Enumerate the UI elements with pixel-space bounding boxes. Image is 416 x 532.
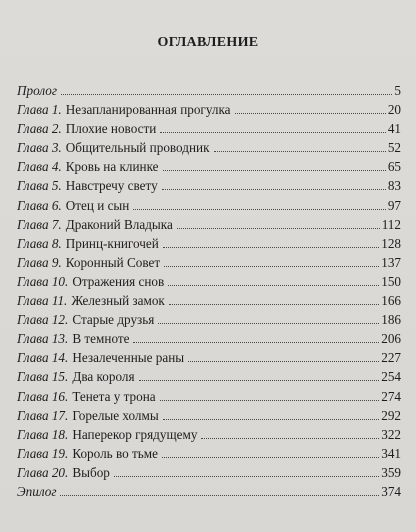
- page-title: ОГЛАВЛЕНИЕ: [157, 35, 259, 50]
- entry-label: Глава 14.: [17, 350, 69, 366]
- toc-entry: [17, 157, 401, 176]
- chapter-title: Навстречу свету: [65, 178, 158, 194]
- chapter-title: Наперекор грядущему: [72, 426, 198, 442]
- toc-entry: [17, 119, 401, 138]
- page-number: 166: [381, 293, 401, 309]
- page-number: 41: [387, 121, 401, 137]
- entry-label: Глава 1.: [17, 102, 62, 118]
- chapter-title: Незапланированная прогулка: [65, 102, 231, 118]
- page-number: 254: [381, 369, 401, 385]
- toc-entry: [17, 444, 401, 463]
- chapter-title: Железный замок: [71, 293, 165, 309]
- dot-leader: [177, 228, 380, 229]
- page-number: 97: [387, 197, 401, 213]
- entry-label: Эпилог: [17, 483, 57, 499]
- table-of-contents: [17, 81, 401, 501]
- chapter-title: Плохие новости: [65, 121, 157, 137]
- dot-leader: [114, 476, 379, 477]
- entry-label: Глава 18.: [17, 426, 69, 442]
- dot-leader: [160, 400, 380, 401]
- dot-leader: [163, 419, 379, 420]
- toc-entry: [17, 138, 401, 157]
- entry-label: Глава 3.: [17, 140, 62, 156]
- dot-leader: [163, 170, 386, 171]
- chapter-title: Общительный проводник: [65, 140, 210, 156]
- entry-label: Глава 5.: [17, 178, 62, 194]
- entry-label: Глава 20.: [17, 464, 69, 480]
- entry-label: Глава 17.: [17, 407, 69, 423]
- page-number: 186: [381, 312, 401, 328]
- entry-label: Глава 4.: [17, 159, 62, 175]
- chapter-title: Принц-книгочей: [65, 235, 159, 251]
- toc-entry: [17, 253, 401, 272]
- entry-label: Глава 19.: [17, 445, 69, 461]
- toc-entry: [17, 100, 401, 119]
- toc-entry: [17, 234, 401, 253]
- dot-leader: [164, 266, 379, 267]
- toc-entry: [17, 329, 401, 348]
- toc-entry: [17, 463, 401, 482]
- page-number: 65: [387, 159, 401, 175]
- dot-leader: [133, 342, 379, 343]
- dot-leader: [133, 209, 385, 210]
- toc-entry: [17, 215, 401, 234]
- page-number: 83: [387, 178, 401, 194]
- chapter-title: Тенета у трона: [72, 388, 156, 404]
- dot-leader: [160, 132, 386, 133]
- toc-entry: [17, 272, 401, 291]
- chapter-title: Незалеченные раны: [72, 350, 185, 366]
- toc-entry: [17, 81, 401, 100]
- dot-leader: [162, 189, 386, 190]
- chapter-title: Король во тьме: [72, 445, 158, 461]
- entry-label: Глава 8.: [17, 235, 62, 251]
- toc-entry: [17, 196, 401, 215]
- dot-leader: [168, 285, 379, 286]
- toc-entry: [17, 310, 401, 329]
- dot-leader: [60, 495, 379, 496]
- page-number: 292: [381, 407, 401, 423]
- dot-leader: [235, 113, 386, 114]
- toc-entry: [17, 406, 401, 425]
- toc-entry: [17, 425, 401, 444]
- page-number: 150: [381, 273, 401, 289]
- dot-leader: [139, 380, 380, 381]
- page-number: 112: [381, 216, 401, 232]
- chapter-title: Выбор: [72, 464, 110, 480]
- toc-entry: [17, 348, 401, 367]
- page-number: 206: [381, 331, 401, 347]
- entry-label: Глава 6.: [17, 197, 62, 213]
- toc-entry: [17, 482, 401, 501]
- toc-entry: [17, 291, 401, 310]
- entry-label: Глава 11.: [17, 293, 68, 309]
- entry-label: Глава 16.: [17, 388, 69, 404]
- page-number: 5: [394, 83, 401, 98]
- toc-entry: [17, 176, 401, 195]
- chapter-title: Горелые холмы: [72, 407, 159, 423]
- dot-leader: [214, 151, 386, 152]
- page-number: 128: [381, 235, 401, 251]
- chapter-title: Старые друзья: [72, 312, 155, 328]
- chapter-title: Два короля: [72, 369, 135, 385]
- page-number: 374: [381, 483, 401, 499]
- entry-label: Глава 10.: [17, 273, 69, 289]
- page-number: 341: [381, 445, 401, 461]
- chapter-title: Драконий Владыка: [65, 216, 173, 232]
- entry-label: Глава 2.: [17, 121, 62, 137]
- page-number: 359: [381, 464, 401, 480]
- chapter-title: В темноте: [72, 331, 130, 347]
- page-number: 274: [381, 388, 401, 404]
- dot-leader: [61, 94, 392, 95]
- chapter-title: Коронный Совет: [65, 254, 161, 270]
- dot-leader: [162, 457, 379, 458]
- page-number: 137: [381, 254, 401, 270]
- dot-leader: [169, 304, 379, 305]
- chapter-title: Отец и сын: [65, 197, 130, 213]
- page-number: 20: [387, 102, 401, 118]
- dot-leader: [158, 323, 379, 324]
- dot-leader: [163, 247, 379, 248]
- toc-entry: [17, 387, 401, 406]
- entry-label: Глава 15.: [17, 369, 69, 385]
- page-number: 52: [387, 140, 401, 156]
- dot-leader: [188, 361, 379, 362]
- entry-label: Глава 9.: [17, 254, 62, 270]
- chapter-title: Отражения снов: [72, 273, 165, 289]
- page-number: 322: [381, 426, 401, 442]
- page-number: 227: [381, 350, 401, 366]
- entry-label: Глава 7.: [17, 216, 62, 232]
- dot-leader: [201, 438, 379, 439]
- entry-label: Пролог: [17, 83, 58, 98]
- entry-label: Глава 13.: [17, 331, 69, 347]
- chapter-title: Кровь на клинке: [65, 159, 159, 175]
- entry-label: Глава 12.: [17, 312, 69, 328]
- toc-entry: [17, 367, 401, 386]
